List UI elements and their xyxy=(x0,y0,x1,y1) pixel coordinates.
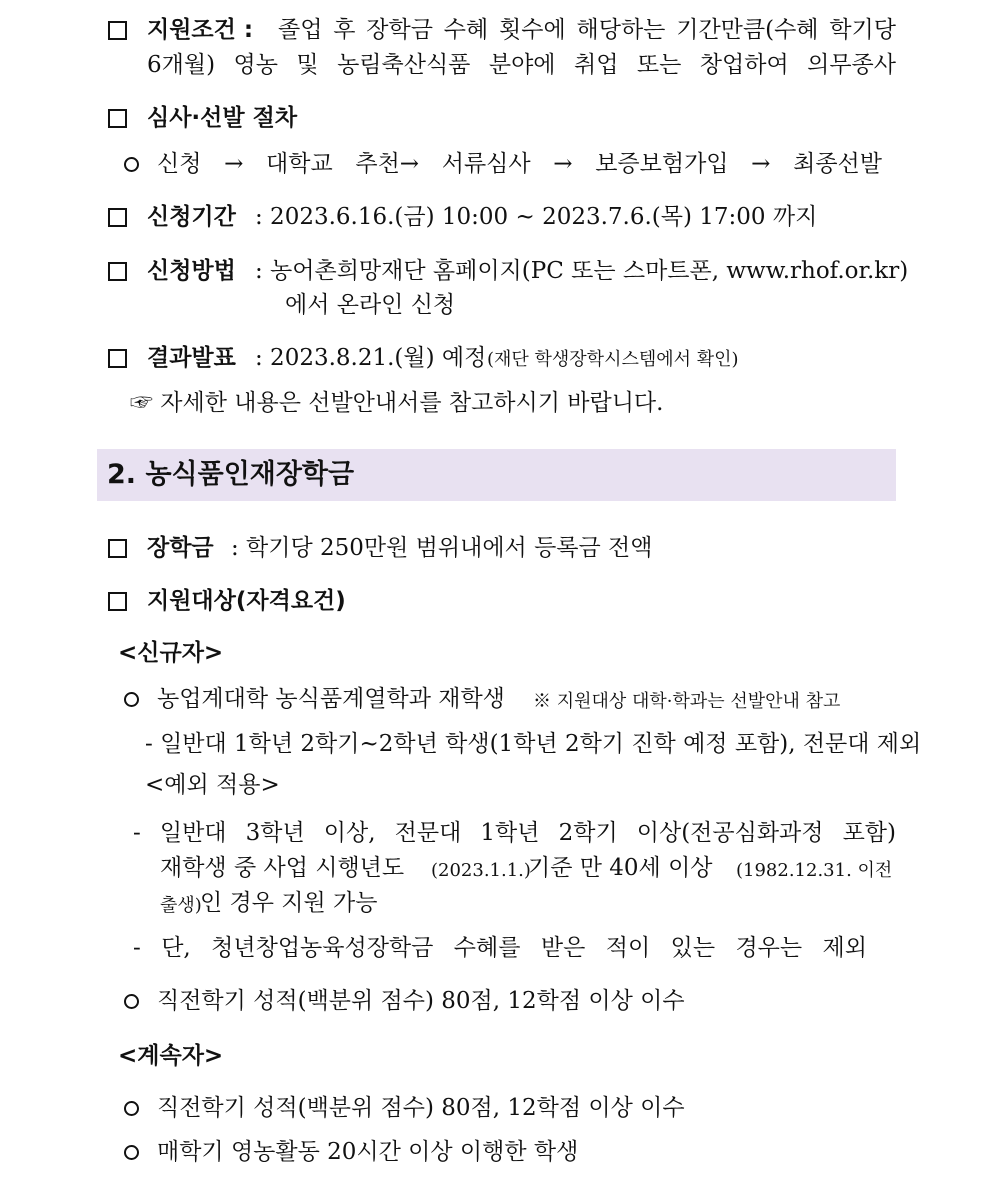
cont-item1: 직전학기 성적(백분위 점수) 80점, 12학점 이상 이수 xyxy=(157,1095,685,1121)
result-value: : 2023.8.21.(월) 예정 xyxy=(255,345,487,371)
result-label: 결과발표 xyxy=(147,345,236,371)
exception-header: <예외 적용> xyxy=(145,772,280,798)
new-dash3: - 단, 청년창업농육성장학금 수혜를 받은 적이 있는 경우는 제외 xyxy=(133,935,867,961)
period-label: 신청기간 xyxy=(147,204,236,230)
bullet-circle-icon xyxy=(124,1145,139,1160)
period-value: : 2023.6.16.(금) 10:00 ~ 2023.7.6.(목) 17:00 까지 xyxy=(255,204,818,230)
section-heading xyxy=(97,449,896,501)
cont-item2: 매학기 영농활동 20시간 이상 이행한 학생 xyxy=(157,1139,579,1165)
bullet-circle-icon xyxy=(124,692,139,707)
new-students-header: <신규자> xyxy=(118,640,224,666)
new-dash2-line2c: 기준 만 40세 이상 xyxy=(528,855,713,881)
condition-label: 지원조건 : xyxy=(147,17,254,43)
new-dash2-line2a: 재학생 중 사업 시행년도 xyxy=(160,855,405,881)
new-item2: 직전학기 성적(백분위 점수) 80점, 12학점 이상 이수 xyxy=(157,988,685,1014)
new-dash1: - 일반대 1학년 2학기~2학년 학생(1학년 2학기 진학 예정 포함), 전문대 제외 xyxy=(145,731,922,757)
new-dash2-line2d: (1982.12.31. 이전 xyxy=(736,860,893,881)
section-title: 2. 농식품인재장학금 xyxy=(107,459,355,490)
procedure-flow: 신청 → 대학교 추천→ 서류심사 → 보증보험가입 → 최종선발 xyxy=(157,151,882,177)
checkbox-square-icon xyxy=(108,539,127,558)
new-dash2-line1: - 일반대 3학년 이상, 전문대 1학년 2학기 이상(전공심화과정 포함) xyxy=(133,820,896,846)
checkbox-square-icon xyxy=(108,349,127,368)
method-label: 신청방법 xyxy=(147,258,236,284)
checkbox-square-icon xyxy=(108,109,127,128)
bullet-circle-icon xyxy=(124,1101,139,1116)
checkbox-square-icon xyxy=(108,592,127,611)
condition-text-line2: 6개월) 영농 및 농림축산식품 분야에 취업 또는 창업하여 의무종사 xyxy=(147,52,896,78)
scholarship-label: 장학금 xyxy=(147,535,214,561)
result-note: (재단 학생장학시스템에서 확인) xyxy=(487,349,739,370)
new-dash2-line2b: (2023.1.1.) xyxy=(431,860,531,881)
bullet-circle-icon xyxy=(124,157,139,172)
continuing-header: <계속자> xyxy=(118,1043,224,1069)
reference-text: ☞ 자세한 내용은 선발안내서를 참고하시기 바랍니다. xyxy=(130,390,664,416)
scholarship-value: : 학기당 250만원 범위내에서 등록금 전액 xyxy=(231,535,653,561)
condition-text-line1: 졸업 후 장학금 수혜 횟수에 해당하는 기간만큼(수혜 학기당 xyxy=(278,17,896,43)
checkbox-square-icon xyxy=(108,262,127,281)
new-dash2-line3a: 출생) xyxy=(160,895,202,916)
eligibility-label: 지원대상(자격요건) xyxy=(147,588,346,614)
method-text-line2: 에서 온라인 신청 xyxy=(285,292,456,318)
new-item1-note: ※ 지원대상 대학·학과는 선발안내 참고 xyxy=(533,691,841,712)
procedure-label: 심사·선발 절차 xyxy=(147,105,298,131)
checkbox-square-icon xyxy=(108,21,127,40)
checkbox-square-icon xyxy=(108,208,127,227)
new-item1: 농업계대학 농식품계열학과 재학생 xyxy=(157,686,505,712)
bullet-circle-icon xyxy=(124,994,139,1009)
new-dash2-line3b: 인 경우 지원 가능 xyxy=(200,890,378,916)
method-text-line1: : 농어촌희망재단 홈페이지(PC 또는 스마트폰, www.rhof.or.kr) xyxy=(255,258,909,284)
